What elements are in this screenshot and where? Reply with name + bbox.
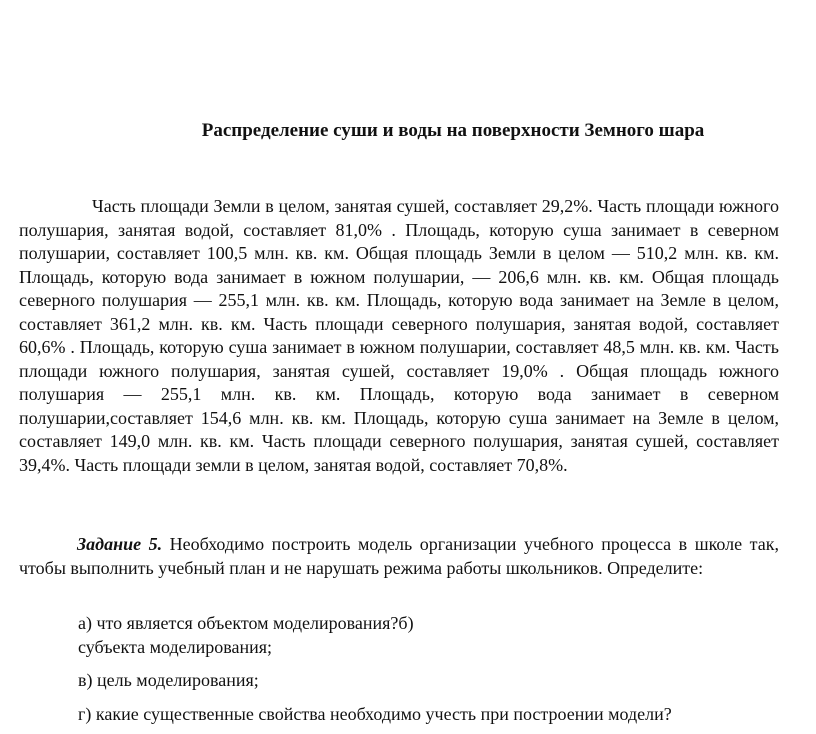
- task-paragraph: [19, 533, 779, 580]
- document-title: Распределение суши и воды на поверхности Земного шара: [201, 120, 705, 141]
- land-water-paragraph: Часть площади Земли в целом, занятая сушей, составляет 29,2%. Часть площади южного полушария, занятая водой, составляет 81,0% . Площадь, которую суша занимает в северном полушарии, составляет 100,5 млн. кв. км. Общая площадь Земли в целом — 510,2 млн. кв. км. Площадь, которую вода занимает в южном полушарии, — 206,6 млн. кв. км. Общая площадь северного полушария — 255,1 млн. кв. км. Площадь, которую вода занимает на Земле в целом, составляет 361,2 млн. кв. км. Часть площади северного полушария, занятая водой, составляет 60,6% . Площадь, которую суша занимает в южном полушарии, составляет 48,5 млн. кв. км. Часть площади южного полушария, занятая сушей, составляет 19,0% . Общая площадь южного полушария — 255,1 млн. кв. км. Площадь, которую вода занимает в северном полушарии,составляет 154,6 млн. кв. км. Площадь, которую суша занимает на Земле в целом, составляет 149,0 млн. кв. км. Часть площади северного полушария, занятая сушей, составляет 39,4%. Часть площади земли в целом, занятая водой, составляет 70,8%.: [19, 196, 779, 475]
- task-label: Задание 5.: [77, 534, 163, 554]
- question-object-line2: субъекта моделирования;: [78, 636, 273, 657]
- question-object-line1: а) что является объектом моделирования?б): [78, 613, 414, 633]
- task-text: Необходимо построить модель организации учебного процесса в школе так, чтобы выполнить учебный план и не нарушать режима работы школьников. Определите:: [19, 534, 779, 578]
- question-goal: в) цель моделирования;: [78, 670, 259, 690]
- question-object: [78, 612, 778, 659]
- question-properties: г) какие существенные свойства необходимо учесть при построении модели?: [78, 704, 672, 724]
